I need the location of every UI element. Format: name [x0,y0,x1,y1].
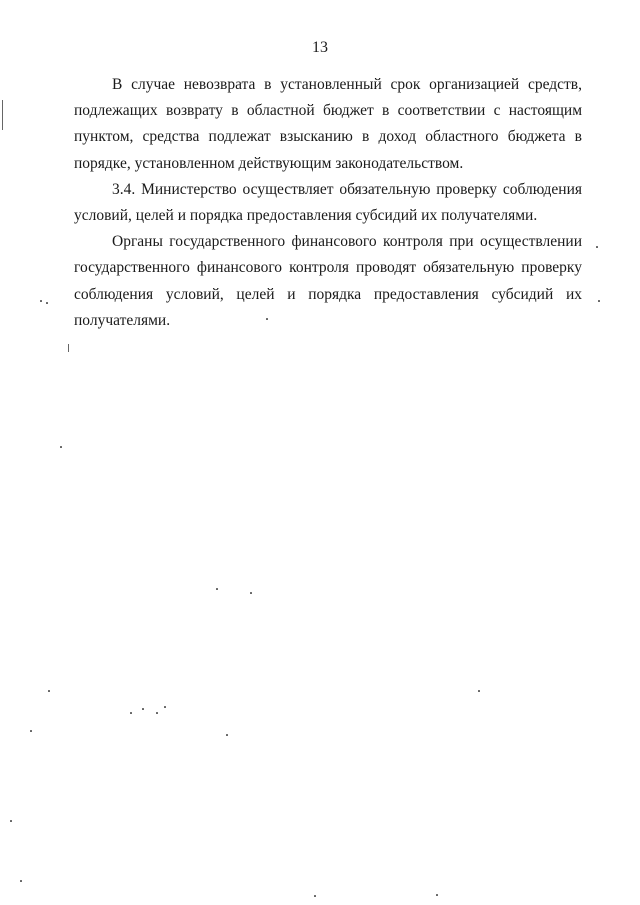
scan-speck [40,300,42,302]
scan-speck [596,246,598,248]
scan-speck [266,318,268,320]
scan-edge-mark [68,344,69,352]
scan-speck [478,690,480,692]
paragraph-financial-control: Органы государственного финансового контроля при осуществлении государственного финансового контроля проводят обязательную проверку соблюдения условий, целей и порядка предоставления субсидий их получателями. [74,233,582,329]
scan-speck [598,300,600,302]
scan-speck [164,706,166,708]
document-body [74,72,582,334]
scan-speck [60,446,62,448]
paragraph-ministry-inspection: 3.4. Министерство осуществляет обязательную проверку соблюдения условий, целей и порядка предоставления субсидий их получателями. [74,180,582,225]
scan-speck [156,712,158,714]
scan-speck [46,302,48,304]
scan-speck [250,592,252,594]
scan-speck [142,708,144,710]
scan-speck [314,895,316,897]
scan-speck [226,734,228,736]
page-number: 13 [312,39,328,56]
scan-speck [436,894,438,896]
scan-edge-mark [2,100,3,130]
paragraph-refund-collection: В случае невозврата в установленный срок организацией средств, подлежащих возврату в областной бюджет в соответствии с настоящим пунктом, средства подлежат взысканию в доход областного бюджета в порядке, установленном действующим законодательством. [74,76,582,172]
scan-speck [30,730,32,732]
scan-speck [216,588,218,590]
scan-speck [20,880,22,882]
scan-speck [130,712,132,714]
scan-speck [48,690,50,692]
scan-speck [10,820,12,822]
